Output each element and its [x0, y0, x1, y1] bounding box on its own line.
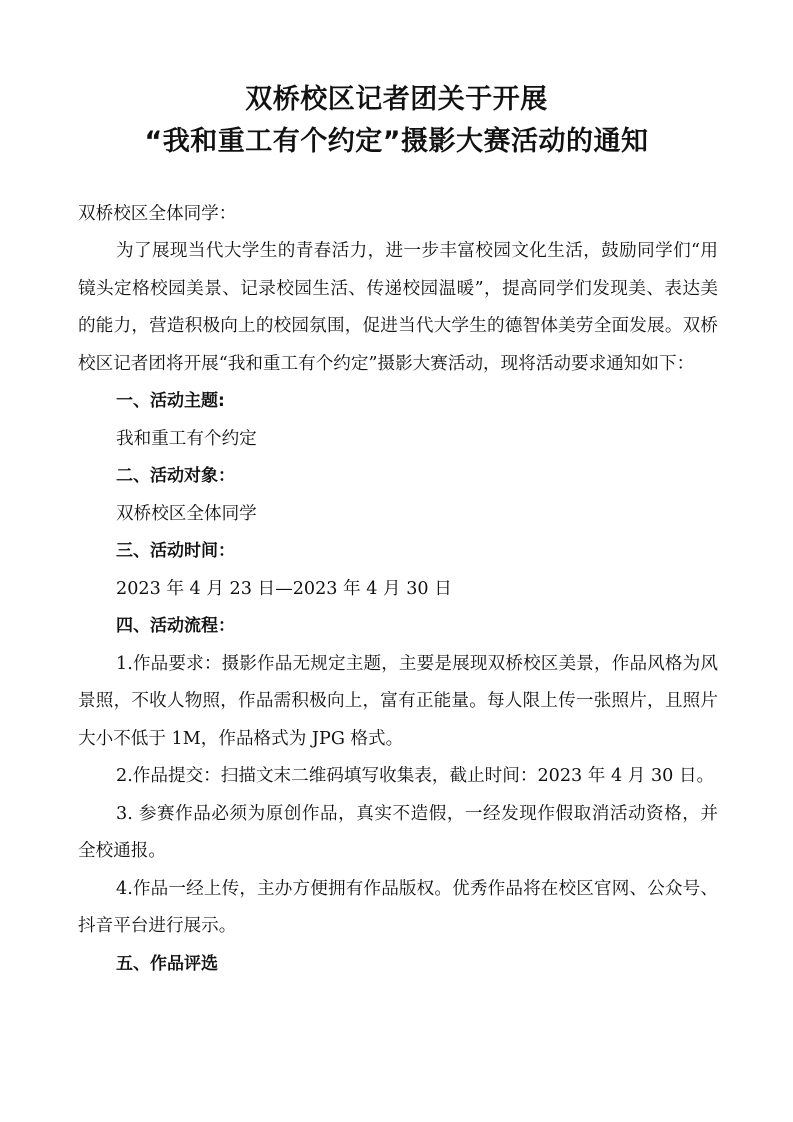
process-item-copyright: 4.作品一经上传，主办方便拥有作品版权。优秀作品将在校区官网、公众号、抖音平台进行展示。 [78, 878, 718, 936]
section-heading-time: 三、活动时间： [116, 541, 235, 561]
section-content-theme: 我和重工有个约定 [116, 428, 257, 449]
process-item-requirements: 1.作品要求：摄影作品无规定主题，主要是展现双桥校区美景，作品风格为风景照，不收人物照，作品需积极向上，富有正能量。每人限上传一张照片，且照片大小不低于 1M，作品格式为 JPG 格式。 [78, 653, 718, 749]
section-content-time: 2023 年 4 月 23 日—2023 年 4 月 30 日 [116, 578, 452, 599]
process-item-submission: 2.作品提交：扫描文末二维码填写收集表，截止时间：2023 年 4 月 30 日。 [116, 766, 715, 786]
process-item-originality: 3. 参赛作品必须为原创作品，真实不造假，一经发现作假取消活动资格，并全校通报。 [78, 803, 718, 861]
section-heading-evaluation: 五、作品评选 [116, 953, 218, 974]
document-title-line2: “我和重工有个约定”摄影大赛活动的通知 [144, 126, 649, 157]
document-title-line1: 双桥校区记者团关于开展 [245, 84, 548, 115]
section-content-audience: 双桥校区全体同学 [116, 503, 257, 524]
section-heading-audience: 二、活动对象： [116, 466, 235, 486]
section-heading-process: 四、活动流程： [116, 616, 235, 636]
intro-paragraph: 为了展现当代大学生的青春活力，进一步丰富校园文化生活，鼓励同学们“用镜头定格校园美景、记录校园生活、传递校园温暖”，提高同学们发现美、表达美的能力，营造积极向上的校园氛围，促进当代大学生的德智体美劳全面发展。双桥校区记者团将开展“我和重工有个约定”摄影大赛活动，现将活动要求通知如下： [78, 241, 718, 374]
document-body [78, 233, 718, 983]
section-heading-theme: 一、活动主题: [116, 391, 225, 411]
greeting: 双桥校区全体同学： [78, 204, 237, 224]
